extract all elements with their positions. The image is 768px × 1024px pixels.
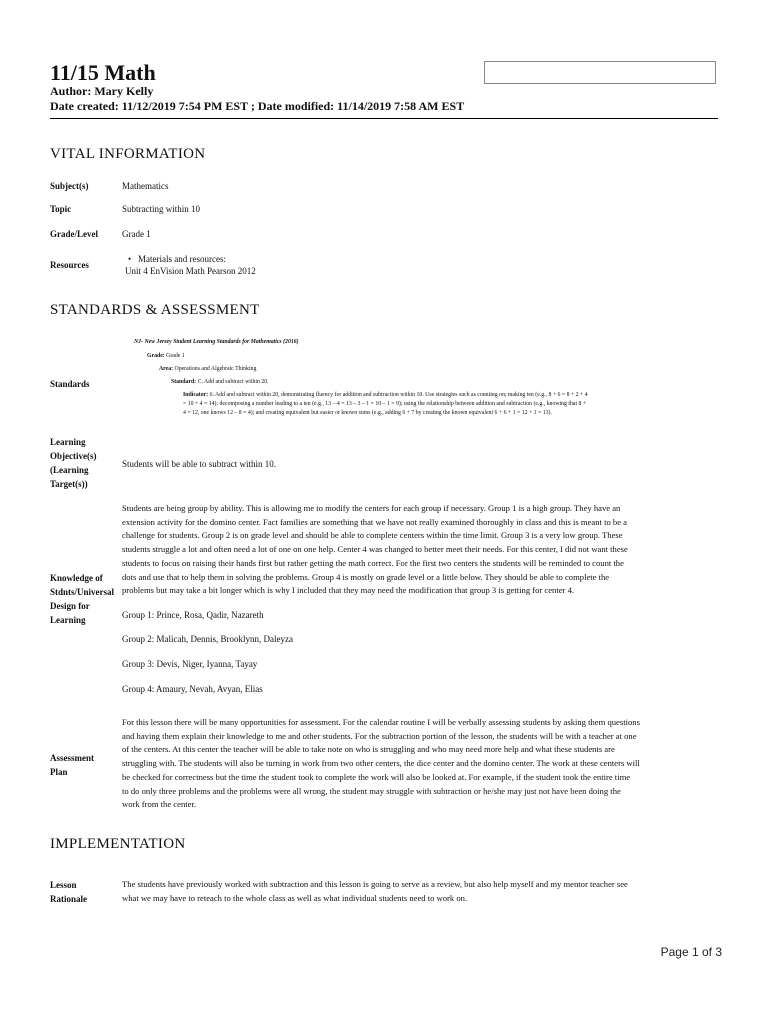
document-title: 11/15 Math [50, 60, 156, 85]
rationale-label [50, 878, 87, 906]
rationale-label-line: Rationale [50, 894, 87, 904]
knowledge-label-line: Knowledge of [50, 573, 103, 583]
bullet-icon: • [128, 254, 132, 264]
objective-label-line: Learning [50, 437, 86, 447]
group-1: Group 1: Prince, Rosa, Qadir, Nazareth [122, 610, 264, 620]
resources-label: Resources [50, 260, 89, 270]
indicator-key: Indicator: [183, 392, 209, 398]
standards-standard-text: C. Add and subtract within 20. [197, 379, 269, 385]
resources-line-2: Unit 4 EnVision Math Pearson 2012 [125, 266, 256, 276]
assessment-line: For this lesson there will be many opportunities for assessment. For the calendar routine I will be verbally assessing students by asking them questions [122, 717, 640, 727]
standards-grade-key: Grade: [147, 353, 165, 359]
assessment-line: be checked for correctness but the time the student took to complete the work will also be looked at. For example, if the student took the entire time [122, 771, 631, 782]
standards-area [159, 365, 256, 374]
group-3: Group 3: Devis, Niger, Iyanna, Tayay [122, 659, 258, 669]
topic-label: Topic [50, 204, 72, 214]
standards-label: Standards [50, 379, 90, 389]
knowledge-label-line: Stdnts/Universal [50, 587, 115, 597]
section-heading-vital: VITAL INFORMATION [50, 146, 206, 162]
assessment-label-line: Plan [50, 767, 68, 777]
assessment-line: struggling with. The students will also be turning in work from two other centers, the dice center and the domino center. The work at these centers will [122, 758, 640, 769]
standards-framework: NJ- New Jersey Student Learning Standards for Mathematics (2016) [134, 339, 299, 345]
knowledge-line: extension activity for the domino center. Fact families are something that we have not really examined thoroughly in class and this is meant to be a [122, 516, 627, 527]
knowledge-label-line: Design for [50, 601, 90, 611]
grade-label: Grade/Level [50, 229, 98, 239]
objective-label-line: Target(s)) [50, 479, 88, 489]
resources-line-1: Materials and resources: [138, 254, 226, 264]
indicator-text-1: 6. Add and subtract within 20, demonstrating fluency for addition and subtraction within 10. Use strategies such as counting on; making ten (e.g., 8 + 6 = 8 + 2 + 4 [209, 392, 588, 398]
knowledge-line: students to focus on raising their hands first but rather getting the math correct. For the first two centers the students will be reminded to count the [122, 557, 624, 568]
standards-area-text: Operations and Algebraic Thinking [174, 366, 257, 372]
assessment-paragraph [122, 716, 712, 812]
objective-value: Students will be able to subtract within 10. [122, 459, 276, 469]
standards-standard [171, 378, 269, 387]
header-text-box [484, 61, 716, 84]
header-divider [50, 118, 718, 119]
knowledge-label [50, 571, 114, 627]
resources-list-item [125, 253, 256, 277]
dates-line: Date created: 11/12/2019 7:54 PM EST ; Date modified: 11/14/2019 7:58 AM EST [50, 99, 465, 113]
rationale-line: what we may have to reteach to the whole class as well as what individual students need to work on. [122, 892, 468, 903]
standards-indicator [183, 391, 713, 418]
author-line: Author: Mary Kelly [50, 84, 154, 98]
section-heading-standards: STANDARDS & ASSESSMENT [50, 302, 260, 318]
objective-label-line: Objective(s) [50, 451, 97, 461]
assessment-line: to do only three problems and the problems were all wrong, the student may struggle with subtraction or he/she may just not have been doing the [122, 785, 621, 796]
knowledge-line: Students are being group by ability. This is allowing me to modify the centers for each group if necessary. Group 1 is a high group. They have an [122, 503, 621, 513]
knowledge-line: students struggle a lot and often need a lot of one on one help. Center 4 was changed to better meet their needs. For this center, I did not want these [122, 544, 628, 555]
rationale-paragraph [122, 878, 712, 905]
assessment-label-line: Assessment [50, 753, 94, 763]
standards-grade-text: Grade 1 [166, 353, 185, 359]
indicator-line-3: 4 = 12, one knows 12 – 8 = 4); and creating equivalent but easier or known sums (e.g., adding 6 + 7 by creating the known equivalent 6 + 6 + 1 = 12 + 1 = 13). [183, 410, 552, 416]
indicator-line-2: = 10 + 4 = 14); decomposing a number leading to a ten (e.g., 13 – 4 = 13 – 3 – 1 = 10 – 1 = 9); using the relationship between addition and subtraction (e.g., knowing that 8 + [183, 401, 587, 407]
subject-value: Mathematics [122, 181, 169, 191]
indicator-line-1 [183, 391, 713, 400]
objective-label [50, 435, 96, 491]
knowledge-paragraph [122, 502, 712, 598]
subject-label: Subject(s) [50, 181, 89, 191]
assessment-line: and having them explain their knowledge to me and other students. For the subtraction portion of the lesson, the students will be with a teacher at one [122, 730, 637, 741]
knowledge-line: challenge for students. Group 2 is on grade level and should be able to complete centers within the time limit. Group 3 is a very low group. These [122, 530, 623, 541]
standards-grade [147, 352, 185, 361]
grade-value: Grade 1 [122, 229, 151, 239]
standards-standard-key: Standard: [171, 379, 197, 385]
section-heading-implementation: IMPLEMENTATION [50, 836, 186, 852]
rationale-label-line: Lesson [50, 880, 77, 890]
knowledge-label-line: Learning [50, 615, 86, 625]
objective-label-line: (Learning [50, 465, 89, 475]
group-4: Group 4: Amaury, Nevah, Avyan, Elias [122, 684, 263, 694]
group-2: Group 2: Malicah, Dennis, Brooklynn, Daleyza [122, 634, 293, 644]
assessment-line: work from the center. [122, 799, 196, 810]
topic-value: Subtracting within 10 [122, 204, 200, 214]
knowledge-line: problems but may take a bit longer which is why I included that they may need the modification that group 3 is getting for center 4. [122, 585, 575, 596]
assessment-line: of the centers. At this center the teacher will be able to take note on who is struggling and who may need more help and what these students are [122, 744, 615, 755]
standards-area-key: Area: [159, 366, 174, 372]
knowledge-line: dots and use that to help them in solving the problems. Group 4 is mostly on grade level or a little below. They should be able to complete the [122, 571, 610, 582]
page-indicator: Page 1 of 3 [660, 945, 722, 959]
rationale-line: The students have previously worked with subtraction and this lesson is going to serve as a review, but also help myself and my mentor teacher see [122, 879, 628, 889]
assessment-label [50, 751, 94, 779]
